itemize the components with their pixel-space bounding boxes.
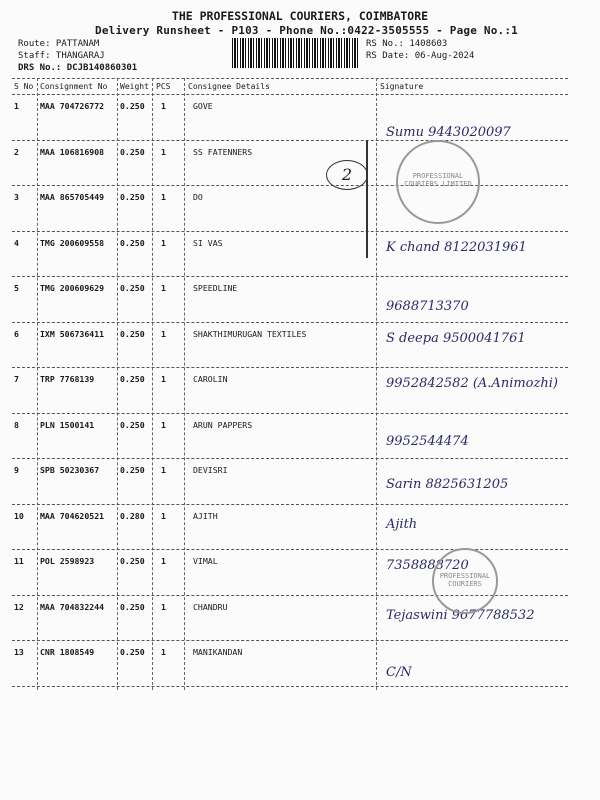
row-weight: 0.250 bbox=[120, 465, 145, 475]
row-pcs: 1 bbox=[161, 647, 166, 657]
row-signature: Tejaswini 9677788532 bbox=[386, 607, 535, 623]
row-consignee: SS FATENNERS bbox=[193, 146, 253, 157]
row-pcs: 1 bbox=[161, 328, 166, 339]
row-sno: 10 bbox=[14, 510, 24, 521]
row-weight: 0.250 bbox=[120, 328, 145, 339]
row-pcs: 1 bbox=[161, 146, 166, 157]
row-consignee: AJITH bbox=[193, 510, 218, 521]
row-consignment-no: MAA 865705449 bbox=[40, 192, 105, 202]
row-pcs: 1 bbox=[161, 237, 166, 248]
row-consignment-no: MAA 704620521 bbox=[40, 510, 105, 521]
row-pcs: 1 bbox=[161, 283, 166, 293]
bracket-mark bbox=[366, 140, 368, 258]
row-weight: 0.250 bbox=[120, 601, 145, 612]
row-pcs: 1 bbox=[161, 465, 166, 475]
stamp-text: PROFESSIONAL COURIERS LIMITED bbox=[404, 172, 472, 188]
row-signature: 7358888720 bbox=[386, 558, 469, 573]
row-signature: S deepa 9500041761 bbox=[386, 330, 526, 346]
row-signature: K chand 8122031961 bbox=[386, 239, 527, 255]
row-consignment-no: MAA 704832244 bbox=[40, 601, 105, 612]
row-signature: Sarin 8825631205 bbox=[386, 477, 509, 492]
row-consignment-no: PLN 1500141 bbox=[40, 419, 95, 430]
row-divider bbox=[12, 231, 568, 232]
company-title: THE PROFESSIONAL COURIERS, COIMBATORE bbox=[171, 9, 429, 23]
row-weight: 0.250 bbox=[120, 556, 145, 566]
row-sno: 3 bbox=[14, 192, 19, 202]
row-consignment-no: TMG 200609629 bbox=[40, 283, 105, 293]
row-pcs: 1 bbox=[161, 101, 166, 111]
row-weight: 0.250 bbox=[120, 192, 145, 202]
row-consignee: DO bbox=[193, 192, 203, 202]
row-consignee: MANIKANDAN bbox=[193, 647, 243, 657]
row-pcs: 1 bbox=[161, 374, 166, 384]
row-consignee: DEVISRI bbox=[193, 465, 228, 475]
row-pcs: 1 bbox=[161, 192, 166, 202]
column-divider bbox=[152, 78, 153, 690]
row-signature: C/N bbox=[386, 665, 412, 680]
header-weight: Weight bbox=[120, 82, 149, 91]
route-label: Route: PATTANAM bbox=[18, 39, 100, 49]
header-bottom-border bbox=[12, 94, 568, 95]
row-signature: 9952842582 (A.Animozhi) bbox=[386, 376, 558, 391]
staff-label: Staff: THANGARAJ bbox=[18, 51, 105, 61]
row-divider bbox=[12, 549, 568, 550]
company-stamp-2 bbox=[432, 548, 498, 614]
row-sno: 12 bbox=[14, 601, 24, 612]
runsheet-subtitle: Delivery Runsheet - P103 - Phone No.:0422-3505555 - Page No.:1 bbox=[95, 24, 518, 37]
row-sno: 11 bbox=[14, 556, 24, 566]
row-sno: 9 bbox=[14, 465, 19, 475]
header-consignment: Consignment No bbox=[40, 82, 108, 91]
row-divider bbox=[12, 140, 568, 141]
stamp-text: PROFESSIONAL COURIERS bbox=[439, 572, 491, 588]
row-consignee: VIMAL bbox=[193, 556, 218, 566]
row-sno: 13 bbox=[14, 647, 24, 657]
row-weight: 0.250 bbox=[120, 374, 145, 384]
barcode-image bbox=[232, 38, 358, 68]
row-sno: 7 bbox=[14, 374, 19, 384]
row-weight: 0.250 bbox=[120, 419, 145, 430]
row-sno: 1 bbox=[14, 101, 19, 111]
column-divider bbox=[184, 78, 185, 690]
row-sno: 5 bbox=[14, 283, 19, 293]
row-weight: 0.250 bbox=[120, 101, 145, 111]
row-signature: Sumu 9443020097 bbox=[386, 125, 511, 140]
row-pcs: 1 bbox=[161, 601, 166, 612]
table-top-border bbox=[12, 78, 568, 79]
row-sno: 8 bbox=[14, 419, 19, 430]
header-sno: S No bbox=[14, 82, 34, 91]
row-divider bbox=[12, 367, 568, 368]
row-consignee: SHAKTHIMURUGAN TEXTILES bbox=[193, 328, 307, 339]
rs-number: RS No.: 1408603 bbox=[366, 39, 448, 49]
row-consignee: CHANDRU bbox=[193, 601, 228, 612]
header-pcs: PCS bbox=[156, 82, 171, 91]
row-consignment-no: MAA 106816908 bbox=[40, 146, 105, 157]
row-consignment-no: TRP 7768139 bbox=[40, 374, 95, 384]
row-divider bbox=[12, 504, 568, 505]
row-pcs: 1 bbox=[161, 510, 166, 521]
row-pcs: 1 bbox=[161, 419, 166, 430]
header-consignee: Consignee Details bbox=[188, 82, 270, 91]
row-divider bbox=[12, 322, 568, 323]
row-weight: 0.250 bbox=[120, 146, 145, 157]
row-signature: 9688713370 bbox=[386, 299, 469, 314]
row-sno: 6 bbox=[14, 328, 19, 339]
row-divider bbox=[12, 458, 568, 459]
rs-date: RS Date: 06-Aug-2024 bbox=[366, 51, 475, 61]
column-divider bbox=[376, 78, 377, 690]
row-divider bbox=[12, 185, 568, 186]
row-divider bbox=[12, 686, 568, 687]
row-divider bbox=[12, 276, 568, 277]
row-divider bbox=[12, 640, 568, 641]
drs-number: DRS No.: DCJB140860301 bbox=[18, 63, 138, 73]
company-stamp bbox=[396, 140, 480, 224]
row-weight: 0.280 bbox=[120, 510, 145, 521]
row-consignment-no: MAA 704726772 bbox=[40, 101, 105, 111]
row-consignment-no: TMG 200609558 bbox=[40, 237, 105, 248]
row-weight: 0.250 bbox=[120, 647, 145, 657]
row-consignment-no: CNR 1808549 bbox=[40, 647, 95, 657]
row-consignee: SI VAS bbox=[193, 237, 223, 248]
row-consignee: ARUN PAPPERS bbox=[193, 419, 253, 430]
row-consignee: GOVE bbox=[193, 101, 213, 111]
row-consignment-no: SPB 50230367 bbox=[40, 465, 100, 475]
row-signature: 9952544474 bbox=[386, 433, 469, 449]
column-divider bbox=[117, 78, 118, 690]
row-weight: 0.250 bbox=[120, 237, 145, 248]
row-sno: 2 bbox=[14, 146, 19, 157]
row-consignee: CAROLIN bbox=[193, 374, 228, 384]
circled-annotation: 2 bbox=[326, 160, 368, 190]
row-pcs: 1 bbox=[161, 556, 166, 566]
row-consignment-no: IXM 506736411 bbox=[40, 328, 105, 339]
row-divider bbox=[12, 413, 568, 414]
header-signature: Signature bbox=[380, 82, 424, 91]
row-sno: 4 bbox=[14, 237, 19, 248]
row-consignment-no: POL 2598923 bbox=[40, 556, 95, 566]
row-consignee: SPEEDLINE bbox=[193, 283, 238, 293]
row-signature: Ajith bbox=[386, 516, 418, 532]
column-divider bbox=[37, 78, 38, 690]
row-weight: 0.250 bbox=[120, 283, 145, 293]
